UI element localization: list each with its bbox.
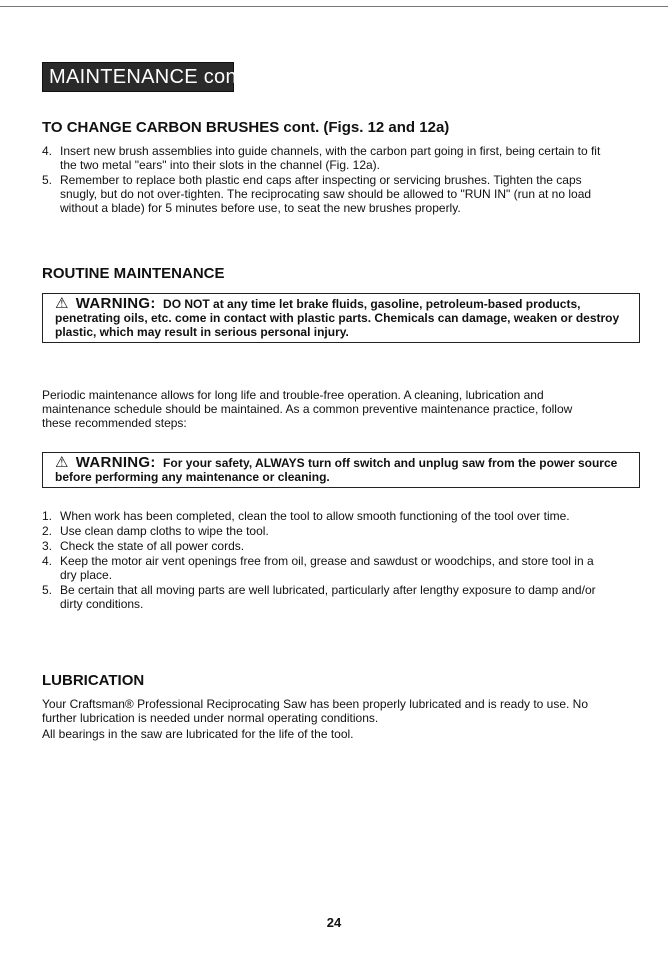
lubrication-text: Your Craftsman® Professional Reciprocating Saw has been properly lubricated and is ready to use. No further lubrication is needed under normal operating conditions. — [42, 697, 589, 725]
warning-text: DO NOT at any time let brake fluids, gasoline, petroleum-based products, penetrating oils, etc. come in contact with plastic parts. Chemicals can damage, weaken or destroy plastic, which may result in serious personal injury. — [55, 297, 620, 339]
list-item: 2. Use clean damp cloths to wipe the tool. — [42, 524, 269, 538]
page-number: 24 — [326, 915, 342, 930]
warning-box-plastic — [42, 293, 640, 343]
banner-title: MAINTENANCE cont. — [49, 66, 249, 88]
warning-triangle-icon: ⚠ — [55, 454, 69, 471]
list-item: 4. Keep the motor air vent openings free from oil, grease and sawdust or woodchips, and store tool in a dry place. — [42, 554, 594, 582]
warning-label: WARNING: — [75, 295, 156, 312]
warning-box-power — [42, 452, 640, 488]
list-item: 3. Check the state of all power cords. — [42, 539, 245, 553]
brushes-heading: TO CHANGE CARBON BRUSHES cont. (Figs. 12 and 12a) — [42, 119, 450, 136]
list-item: 5. Be certain that all moving parts are well lubricated, particularly after lengthy exposure to damp and/or dirty conditions. — [42, 583, 596, 611]
brushes-list — [42, 144, 607, 216]
lubrication-heading: LUBRICATION — [42, 672, 145, 689]
list-item: 5. Remember to replace both plastic end caps after inspecting or servicing brushes. Tighten the caps snugly, but do not over-tighten. The reciprocating saw should be allowed to "RUN IN" (run at no load without a blade) for 5 minutes before use, to seat the new brushes properly. — [42, 173, 592, 215]
warning-text: For your safety, ALWAYS turn off switch and unplug saw from the power source before performing any maintenance or cleaning. — [55, 456, 618, 484]
maintenance-intro: Periodic maintenance allows for long life and trouble-free operation. A cleaning, lubrication and maintenance schedule should be maintained. As a common preventive maintenance practice, follow these recommended steps: — [42, 388, 573, 430]
list-item: 1. When work has been completed, clean the tool to allow smooth functioning of the tool over time. — [42, 509, 570, 523]
maintenance-steps — [42, 509, 607, 612]
section-banner — [42, 62, 249, 92]
top-rule — [0, 6, 668, 7]
warning-label: WARNING: — [75, 454, 156, 471]
lubrication-bearings-text: All bearings in the saw are lubricated for the life of the tool. — [42, 727, 354, 741]
warning-triangle-icon: ⚠ — [55, 295, 69, 312]
list-item: 4. Insert new brush assemblies into guide channels, with the carbon part going in first, being certain to fit the two metal "ears" into their slots in the channel (Fig. 12a). — [42, 144, 601, 172]
routine-heading: ROUTINE MAINTENANCE — [42, 265, 225, 282]
